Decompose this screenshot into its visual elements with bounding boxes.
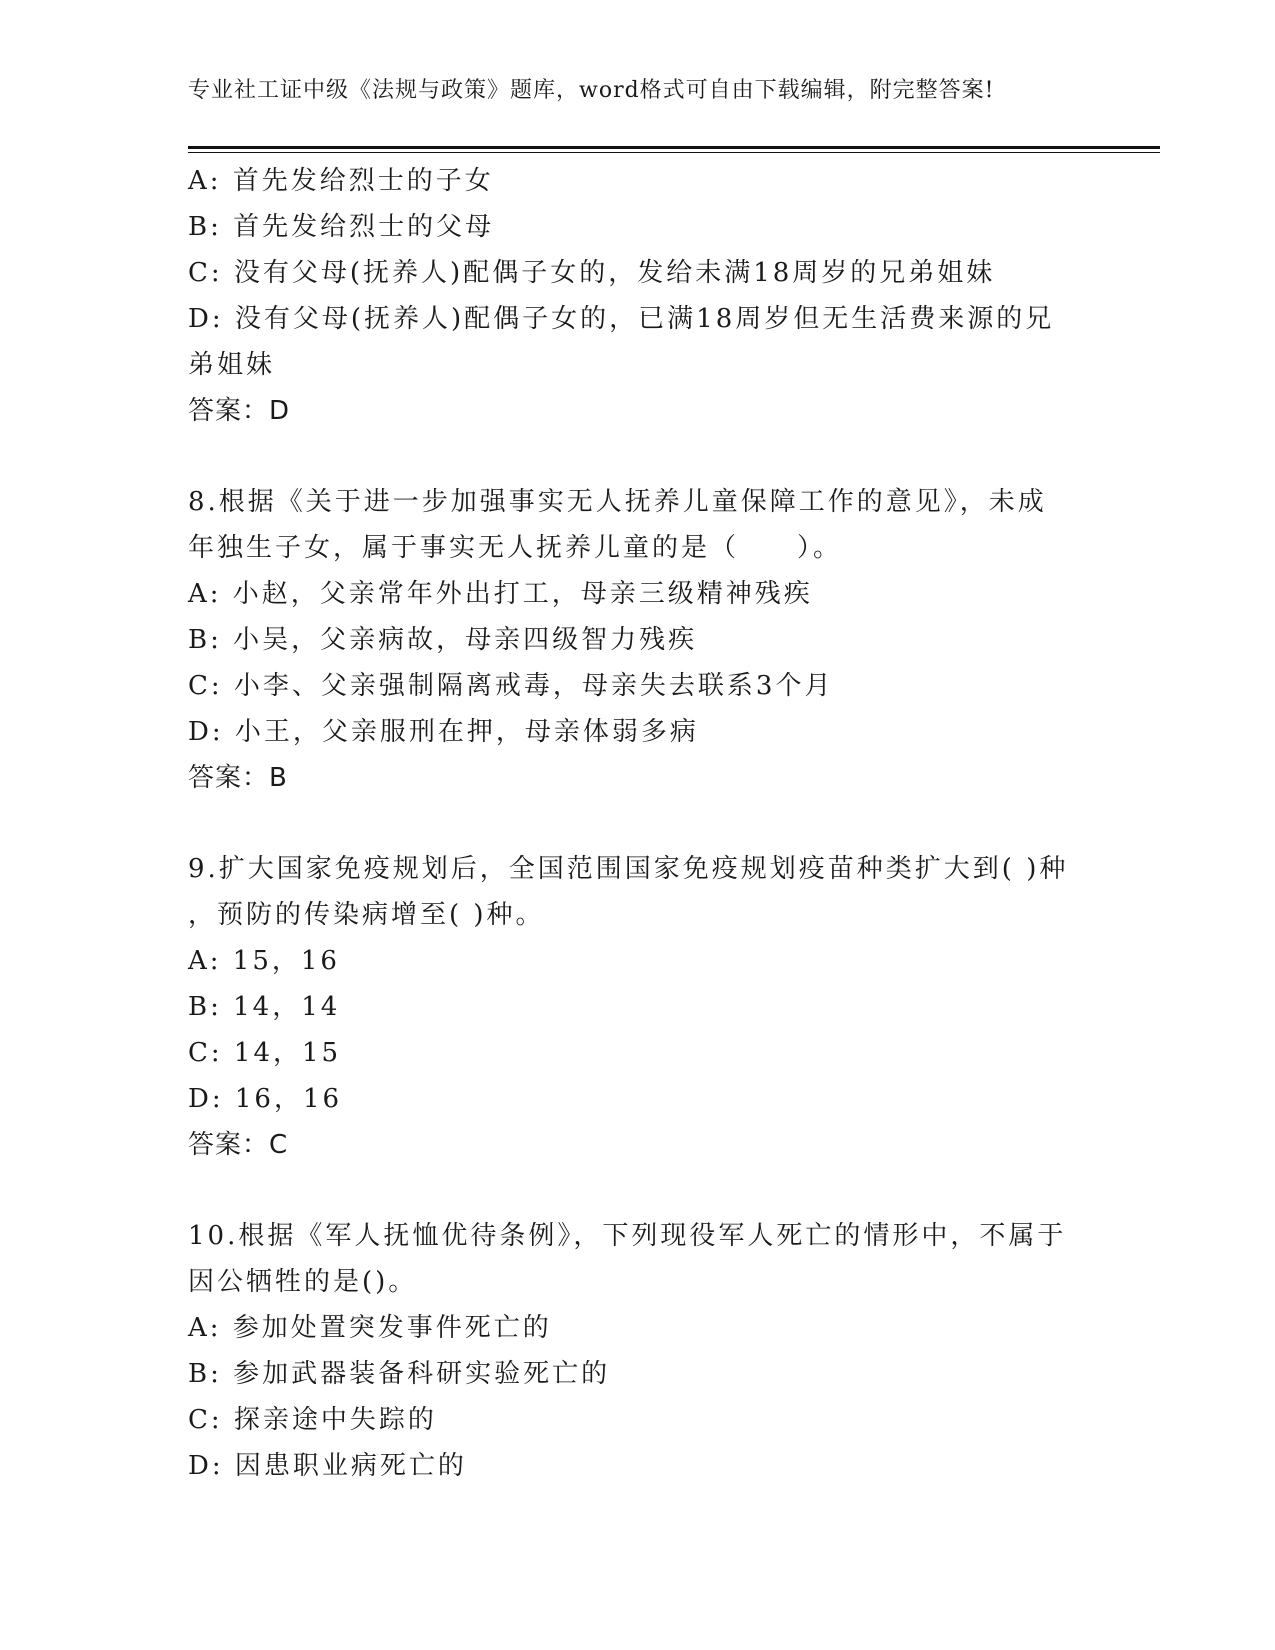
question-9-block xyxy=(188,846,1088,1168)
answer-label: 答案：D xyxy=(188,396,291,426)
option-c: C: 14，15 xyxy=(188,1038,342,1068)
header-rule-thin xyxy=(188,152,1160,153)
question-text: 9.扩大国家免疫规划后，全国范围国家免疫规划疫苗种类扩大到( )种 xyxy=(188,854,1069,884)
option-d: D: 没有父母(抚养人)配偶子女的，已满18周岁但无生活费来源的兄 xyxy=(188,304,1055,334)
option-b: B: 首先发给烈士的父母 xyxy=(188,212,495,242)
question-7-block xyxy=(188,158,1088,434)
question-text: 10.根据《军人抚恤优待条例》，下列现役军人死亡的情形中，不属于 xyxy=(188,1221,1067,1251)
question-text: 8.根据《关于进一步加强事实无人抚养儿童保障工作的意见》，未成 xyxy=(188,487,1047,517)
option-c: C: 没有父母(抚养人)配偶子女的，发给未满18周岁的兄弟姐妹 xyxy=(188,258,996,288)
document-body xyxy=(188,158,1088,1489)
option-a: A: 15，16 xyxy=(188,946,340,976)
question-8-block xyxy=(188,479,1088,801)
option-d-continued: 弟姐妹 xyxy=(188,350,276,380)
question-text-continued: 年独生子女，属于事实无人抚养儿童的是（ ）。 xyxy=(188,533,843,563)
question-text-continued: ，预防的传染病增至( )种。 xyxy=(188,900,545,930)
option-b: B: 小吴，父亲病故，母亲四级智力残疾 xyxy=(188,625,698,655)
answer-label: 答案：B xyxy=(188,763,288,793)
option-d: D: 16，16 xyxy=(188,1084,343,1114)
option-c: C: 探亲途中失踪的 xyxy=(188,1405,437,1435)
option-b: B: 参加武器装备科研实验死亡的 xyxy=(188,1359,611,1389)
option-b: B: 14，14 xyxy=(188,992,341,1022)
option-c: C: 小李、父亲强制隔离戒毒，母亲失去联系3个月 xyxy=(188,671,834,701)
answer-label: 答案：C xyxy=(188,1130,289,1160)
option-a: A: 首先发给烈士的子女 xyxy=(188,166,494,196)
option-a: A: 参加处置突发事件死亡的 xyxy=(188,1313,552,1343)
question-10-block xyxy=(188,1213,1088,1489)
option-a: A: 小赵，父亲常年外出打工，母亲三级精神残疾 xyxy=(188,579,813,609)
page-header: 专业社工证中级《法规与政策》题库，word格式可自由下载编辑，附完整答案! xyxy=(188,78,995,103)
header-rule-thick xyxy=(188,146,1160,149)
question-text-continued: 因公牺牲的是()。 xyxy=(188,1267,418,1297)
option-d: D: 小王，父亲服刑在押，母亲体弱多病 xyxy=(188,717,699,747)
option-d: D: 因患职业病死亡的 xyxy=(188,1451,467,1481)
